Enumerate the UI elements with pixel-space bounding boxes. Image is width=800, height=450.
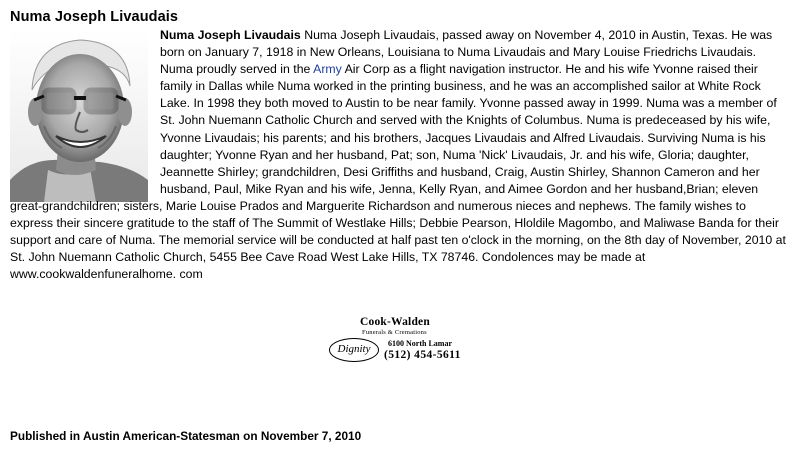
logo-dignity: Dignity [337, 343, 371, 355]
army-link[interactable]: Army [313, 62, 342, 77]
logo-subtitle: Funerals & Cremations [362, 329, 427, 336]
page-title: Numa Joseph Livaudais [10, 9, 179, 25]
logo-address: 6100 North Lamar [388, 339, 452, 348]
photo-spacer [10, 27, 160, 197]
published-note: Published in Austin American-Statesman on November 7, 2010 [10, 429, 362, 443]
obituary-lead-name: Numa Joseph Livaudais [160, 28, 301, 42]
obituary-text-part-2: Air Corp as a flight navigation instructor. He and his wife Yvonne raised their family in Dallas while Numa worked in the printing business, and he was an accomplished sailor at White Rock Lake. In 1998 they both moved to Austin to be near family. Yvonne passed away in 1999. Numa was a member of St. John Nuemann Catholic Church and served with the Knights of Columbus. Numa is predeceased by his wife, Yvonne Livaudais; his parents; and his brothers, Jacques Livaudais and Alfred Livaudais. Surviving Numa is his daughter; Yvonne Ryan and her husband, Pat; son, Numa 'Nick' Livaudais, Jr. and his wife, Gloria; daughter, Jeannette Shirley; grandchildren, Desi Griffiths and husband, Craig, Austin Shirley, Shannon Cameron and her husband, Paul, Mike Ryan and his wife, Jenna, Kelly Ryan, and Aimee Gordon and her husband,Brian; eleven great-grandchildren; sisters, Marie Louise Prados and Marguerite Richardson and numerous nieces and nephews. The family wishes to express their sincere gratitude to the staff of The Summit of Westlake Hills; Debbie Pearson, Hloldile Magombo, and Maliwase Banda for their support and care of Numa. The memorial service will be conducted at half past ten o'clock in the morning, on the 8th day of November, 2010 at St. John Nuemann Catholic Church, 5455 Bee Cave Road West Lake Hills, TX 78746. Condolences may be made at www.cookwaldenfuneralhome. com [10, 62, 786, 282]
logo-name: Cook-Walden [360, 316, 430, 328]
logo-phone: (512) 454-5611 [384, 349, 461, 361]
funeral-home-logo [326, 316, 476, 366]
obituary-text [10, 27, 786, 283]
obituary-text-part-1: Numa Joseph Livaudais, passed away on November 4, 2010 in Austin, Texas. He was born on January 7, 1918 in New Orleans, Louisiana to Numa Livaudais and Mary Louise Friedrichs Livaudais. Numa proudly served in the [160, 28, 773, 77]
